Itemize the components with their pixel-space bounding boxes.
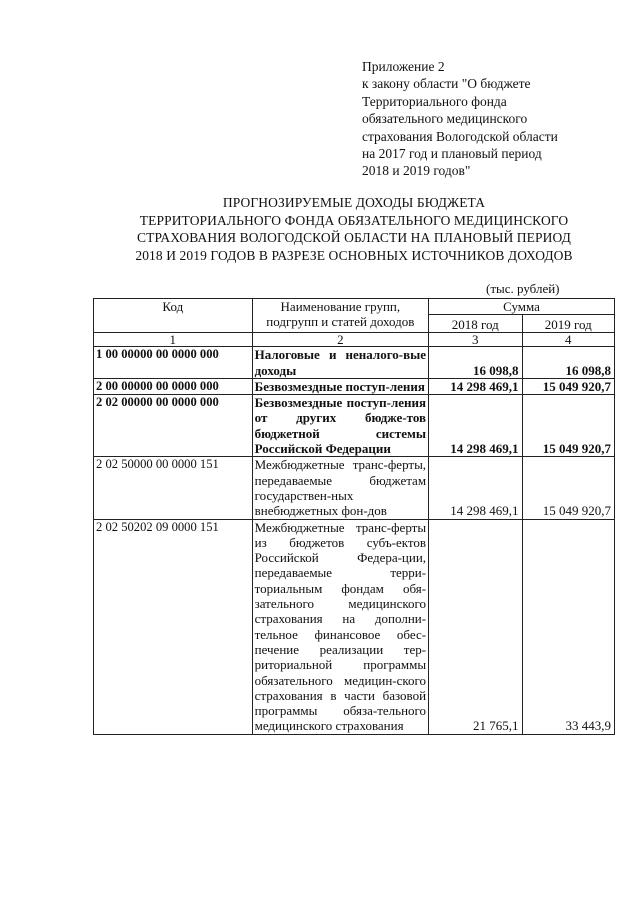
title-line: СТРАХОВАНИЯ ВОЛОГОДСКОЙ ОБЛАСТИ НА ПЛАНОВЫЙ ПЕРИОД (137, 230, 571, 245)
row-code: 2 00 00000 00 0000 000 (94, 378, 253, 394)
row-value-2019: 33 443,9 (522, 519, 614, 734)
row-value-2019: 15 049 920,7 (522, 378, 614, 394)
index-row (94, 333, 615, 347)
units-label: (тыс. рублей) (486, 281, 560, 296)
table-row (94, 457, 615, 519)
appendix-line: Приложение 2 (362, 59, 445, 74)
row-value-2018: 14 298 469,1 (429, 395, 522, 457)
appendix-line: 2018 и 2019 годов" (362, 163, 471, 179)
appendix-note (362, 58, 622, 180)
row-value-2018: 16 098,8 (429, 347, 522, 379)
row-name: Безвозмездные поступ-ления (252, 378, 428, 394)
table-row (94, 395, 615, 457)
row-value-2019: 15 049 920,7 (522, 395, 614, 457)
row-value-2018: 21 765,1 (429, 519, 522, 734)
header-2018: 2018 год (429, 315, 522, 333)
appendix-line: страхования Вологодской области (362, 128, 558, 144)
header-sum: Сумма (429, 299, 615, 315)
appendix-line: к закону области "О бюджете (362, 76, 531, 92)
row-value-2019: 16 098,8 (522, 347, 614, 379)
header-name: Наименование групп, подгрупп и статей доходов (252, 299, 428, 333)
index-cell: 2 (252, 333, 428, 347)
revenue-table (93, 298, 615, 735)
row-code: 2 02 50202 09 0000 151 (94, 519, 253, 734)
header-row (94, 299, 615, 315)
title-line: ТЕРРИТОРИАЛЬНОГО ФОНДА ОБЯЗАТЕЛЬНОГО МЕДИЦИНСКОГО (139, 212, 569, 228)
header-2019: 2019 год (522, 315, 614, 333)
table-row (94, 347, 615, 379)
title-line: ПРОГНОЗИРУЕМЫЕ ДОХОДЫ БЮДЖЕТА (222, 195, 486, 210)
document-title (100, 194, 608, 264)
appendix-line: обязательного медицинского (362, 111, 528, 127)
table-row (94, 519, 615, 734)
row-name: Налоговые и неналого-вые доходы (252, 347, 428, 379)
index-cell: 3 (429, 333, 522, 347)
appendix-line: на 2017 год и плановый период (362, 146, 542, 162)
index-cell: 4 (522, 333, 614, 347)
header-code: Код (94, 299, 253, 333)
index-cell: 1 (94, 333, 253, 347)
row-name: Межбюджетные транс-ферты, передаваемые бюджетам государствен-ных внебюджетных фон-дов (252, 457, 428, 519)
row-code: 1 00 00000 00 0000 000 (94, 347, 253, 379)
row-code: 2 02 00000 00 0000 000 (94, 395, 253, 457)
table-row (94, 378, 615, 394)
row-code: 2 02 50000 00 0000 151 (94, 457, 253, 519)
title-line: 2018 И 2019 ГОДОВ В РАЗРЕЗЕ ОСНОВНЫХ ИСТОЧНИКОВ ДОХОДОВ (135, 247, 573, 263)
row-name: Безвозмездные поступ-ления от других бюдже-тов бюджетной системы Российской Федерации (252, 395, 428, 457)
row-name: Межбюджетные транс-ферты из бюджетов субъ-ектов Российской Федера-ции, передаваемые терри-ториальным фондам обя-зательного медицинского страхования на дополни-тельное финансовое обес-печение реализации тер-риториальной программы обязательного медицин-ского страхования в части базовой программы обяза-тельного медицинского страхования (252, 519, 428, 734)
appendix-line: Территориального фонда (362, 93, 507, 109)
row-value-2018: 14 298 469,1 (429, 378, 522, 394)
row-value-2019: 15 049 920,7 (522, 457, 614, 519)
row-value-2018: 14 298 469,1 (429, 457, 522, 519)
